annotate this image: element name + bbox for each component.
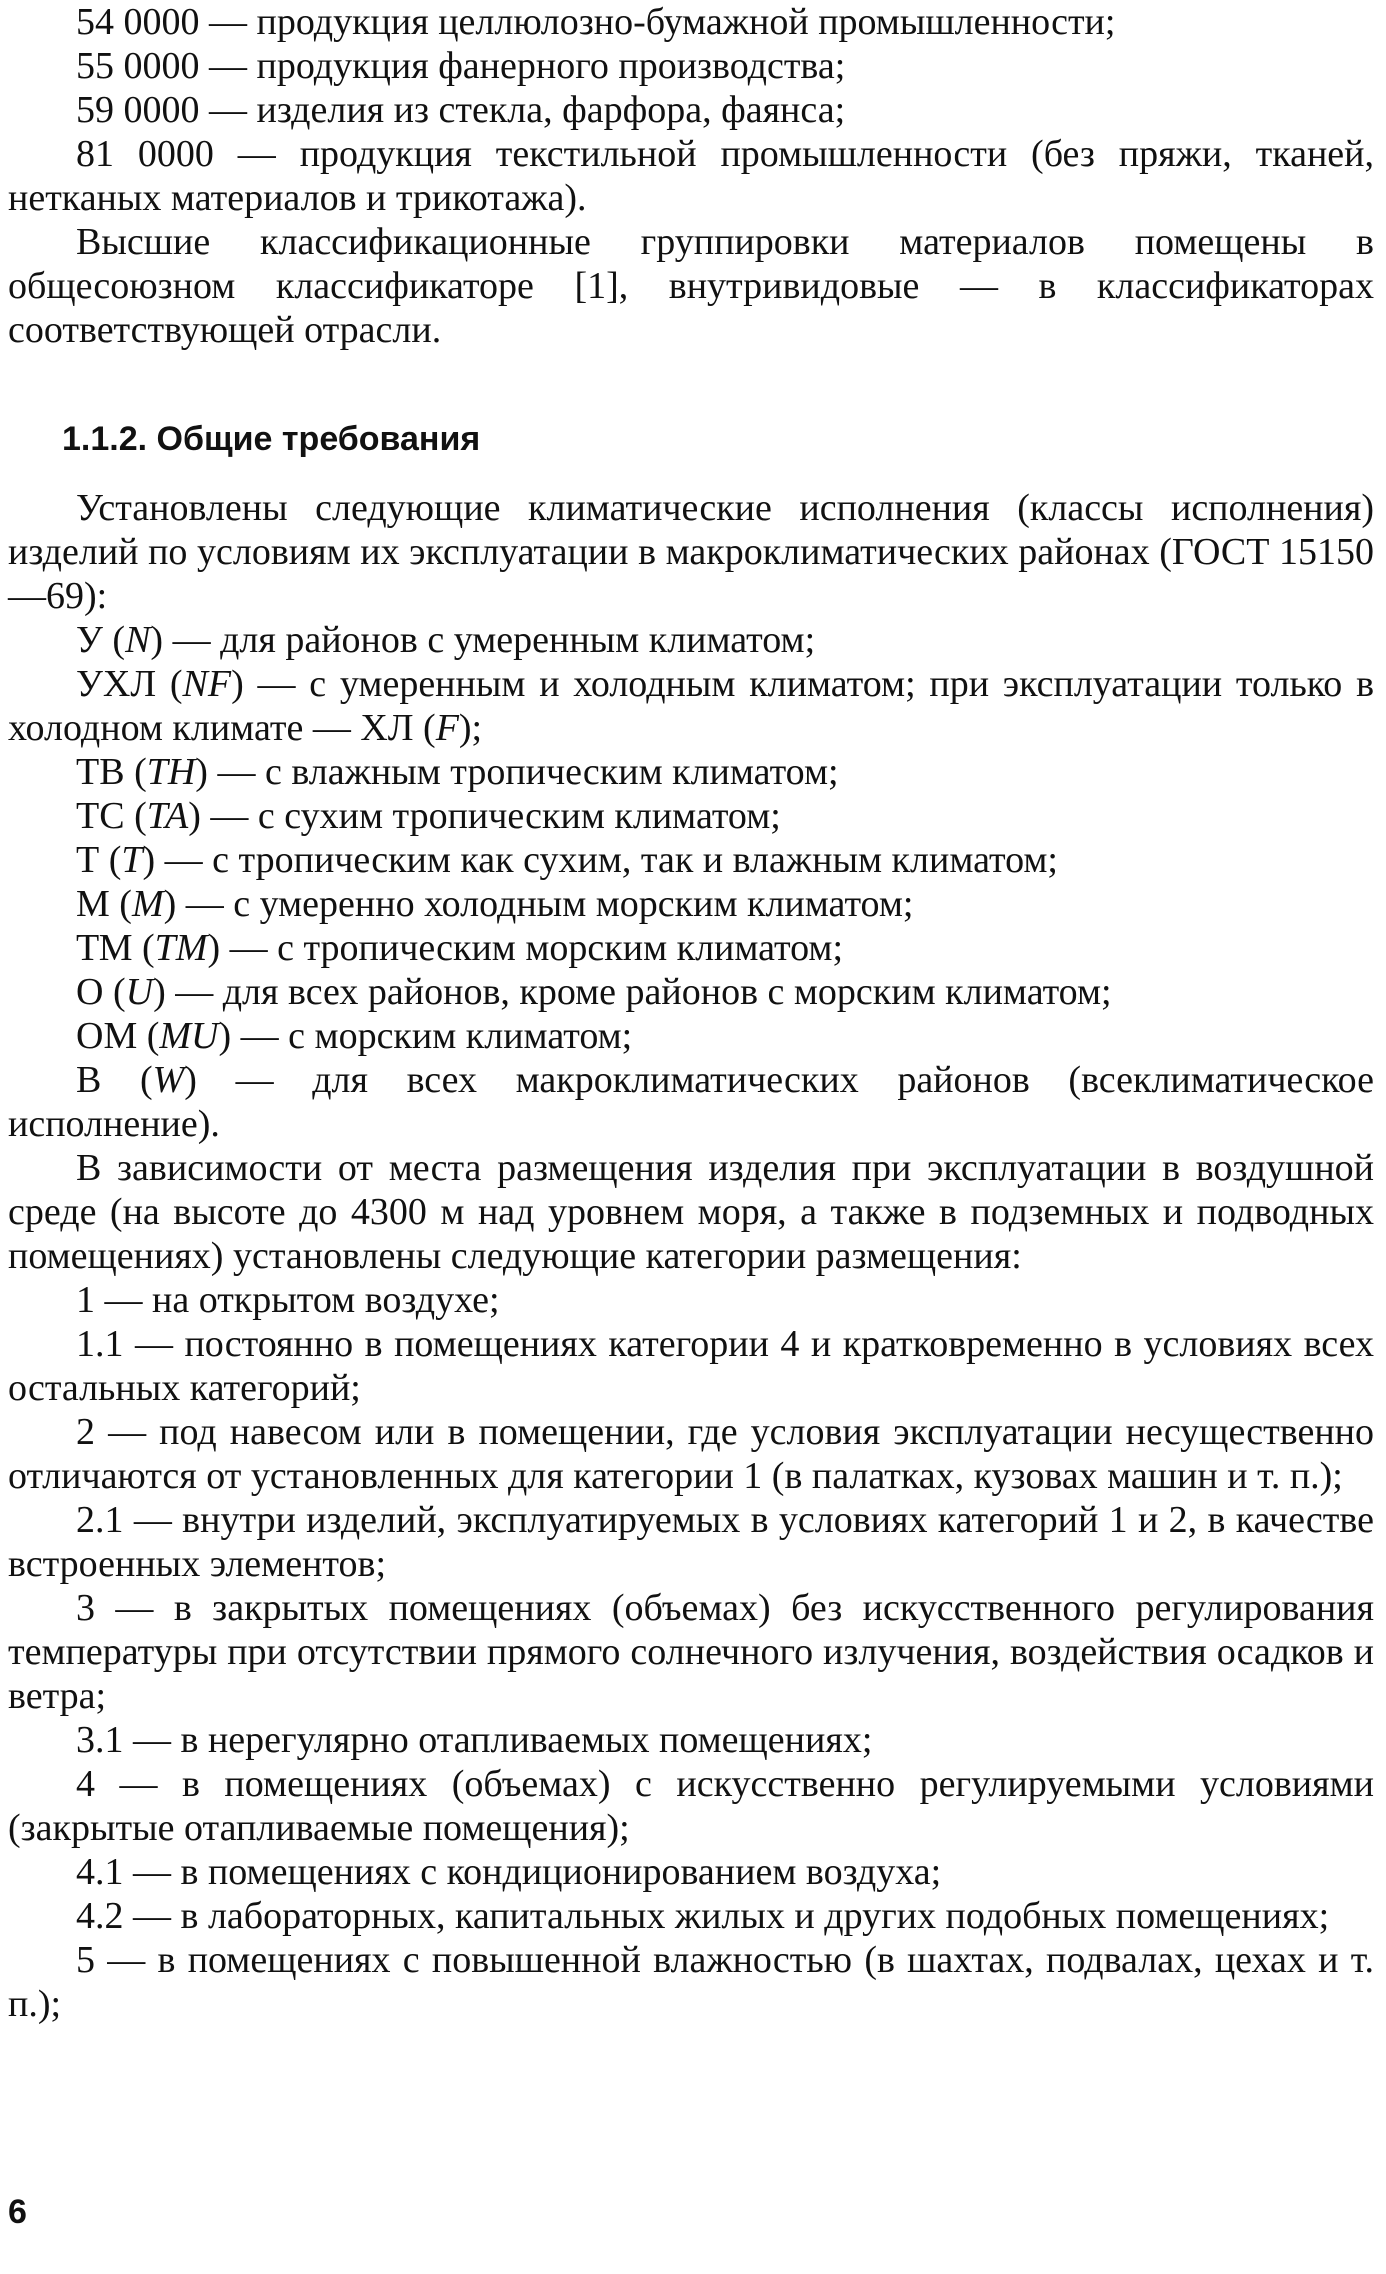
climate-item: УХЛ (NF) — с умеренным и холодным климатом; при эксплуатации только в холодном климате — ХЛ (F);: [8, 663, 1375, 749]
climate-item: У (N) — для районов с умеренным климатом;: [76, 619, 816, 661]
category-item: 3 — в закрытых помещениях (объемах) без искусственного регулирования температуры при отсутствии прямого солнечного излучения, воздействия осадков и ветра;: [8, 1587, 1374, 1717]
climate-item: ТС (TA) — с сухим тропическим климатом;: [76, 795, 781, 837]
category-item: 2 — под навесом или в помещении, где условия эксплуатации несущественно отличаются от установленных для категории 1 (в палатках, кузовах машин и т. п.);: [8, 1411, 1374, 1497]
climate-item: В (W) — для всех макроклиматических районов (всеклиматическое исполнение).: [8, 1059, 1375, 1145]
classifier-item: 81 0000 — продукция текстильной промышленности (без пряжи, тканей, нетканых материалов и трикотажа).: [8, 133, 1374, 219]
classifier-item: 59 0000 — изделия из стекла, фарфора, фаянса;: [76, 89, 846, 131]
category-item: 5 — в помещениях с повышенной влажностью (в шахтах, подвалах, цехах и т. п.);: [8, 1939, 1374, 2025]
climate-item: ТВ (TH) — с влажным тропическим климатом;: [76, 751, 839, 793]
climate-intro: Установлены следующие климатические исполнения (классы исполнения) изделий по условиям их эксплуатации в макроклиматических районах (ГОСТ 15150—69):: [8, 487, 1374, 617]
category-item: 4.1 — в помещениях с кондиционированием воздуха;: [76, 1851, 942, 1893]
section-heading: 1.1.2. Общие требования: [62, 420, 481, 458]
classifier-item: 54 0000 — продукция целлюлозно-бумажной промышленности;: [76, 1, 1116, 43]
classifier-paragraph: Высшие классификационные группировки материалов помещены в общесоюзном классификаторе [1], внутривидовые — в классификаторах соответствующей отрасли.: [8, 221, 1374, 351]
climate-item: О (U) — для всех районов, кроме районов с морским климатом;: [76, 971, 1112, 1013]
category-item: 2.1 — внутри изделий, эксплуатируемых в условиях категорий 1 и 2, в качестве встроенных элементов;: [8, 1499, 1374, 1585]
placement-intro: В зависимости от места размещения изделия при эксплуатации в воздушной среде (на высоте до 4300 м над уровнем моря, а также в подземных и подводных помещениях) установлены следующие категории размещения:: [8, 1147, 1374, 1277]
section-body: [8, 486, 1374, 2026]
category-item: 3.1 — в нерегулярно отапливаемых помещениях;: [76, 1719, 873, 1761]
classifier-item: 55 0000 — продукция фанерного производства;: [76, 45, 846, 87]
category-item: 1 — на открытом воздухе;: [76, 1279, 500, 1321]
climate-item: ТМ (TM) — с тропическим морским климатом;: [76, 927, 844, 969]
climate-item: Т (T) — с тропическим как сухим, так и влажным климатом;: [76, 839, 1058, 881]
page-number: 6: [8, 2193, 27, 2231]
category-item: 4.2 — в лабораторных, капитальных жилых и других подобных помещениях;: [76, 1895, 1330, 1937]
climate-item: ОМ (MU) — с морским климатом;: [76, 1015, 633, 1057]
category-item: 4 — в помещениях (объемах) с искусственно регулируемыми условиями (закрытые отапливаемые помещения);: [8, 1763, 1374, 1849]
climate-item: М (M) — с умеренно холодным морским климатом;: [76, 883, 914, 925]
category-item: 1.1 — постоянно в помещениях категории 4 и кратковременно в условиях всех остальных категорий;: [8, 1323, 1374, 1409]
top-section: [8, 0, 1374, 352]
